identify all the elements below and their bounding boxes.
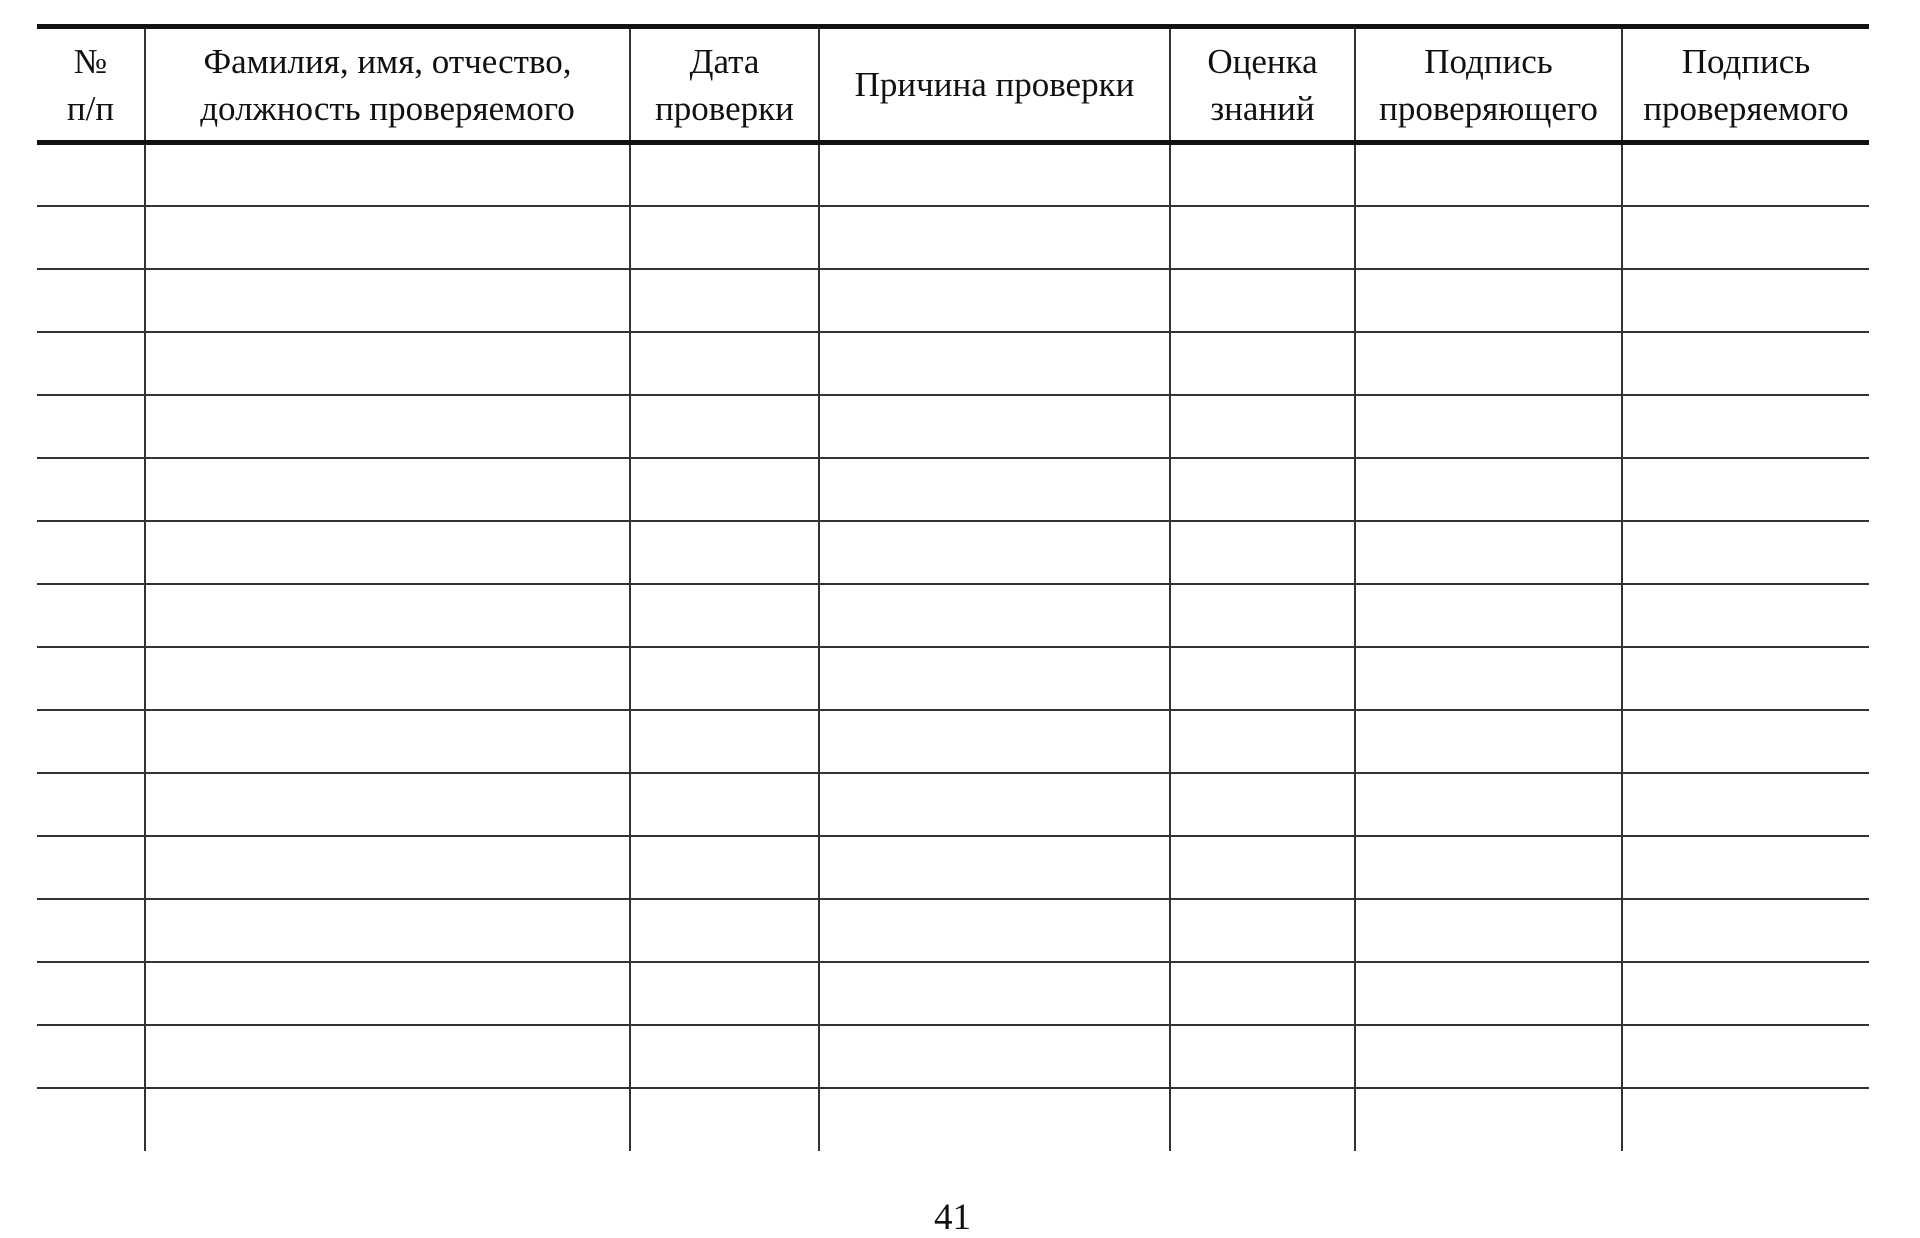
table-cell[interactable] [630, 1025, 819, 1088]
table-row [37, 206, 1869, 269]
table-cell[interactable] [37, 710, 145, 773]
table-cell[interactable] [1622, 521, 1869, 584]
table-cell[interactable] [1170, 899, 1355, 962]
column-header-examinee-signature: Подпись проверяемого [1622, 27, 1869, 143]
table-cell[interactable] [1170, 143, 1355, 206]
table-cell[interactable] [1622, 647, 1869, 710]
table-cell[interactable] [37, 521, 145, 584]
table-cell[interactable] [630, 395, 819, 458]
table-cell[interactable] [37, 269, 145, 332]
table-cell[interactable] [37, 1025, 145, 1088]
table-cell[interactable] [819, 206, 1170, 269]
table-cell[interactable] [630, 521, 819, 584]
table-cell[interactable] [1622, 143, 1869, 206]
table-cell[interactable] [630, 1088, 819, 1151]
table-cell[interactable] [819, 1025, 1170, 1088]
table-header-row [37, 27, 1869, 143]
table-cell[interactable] [1622, 332, 1869, 395]
table-cell[interactable] [1622, 584, 1869, 647]
table-cell[interactable] [37, 458, 145, 521]
table-row [37, 521, 1869, 584]
table-cell[interactable] [630, 206, 819, 269]
table-cell[interactable] [1355, 710, 1622, 773]
table-cell[interactable] [145, 710, 630, 773]
table-cell[interactable] [1170, 584, 1355, 647]
table-cell[interactable] [819, 143, 1170, 206]
table-cell[interactable] [1622, 710, 1869, 773]
table-cell[interactable] [819, 458, 1170, 521]
table-cell[interactable] [1355, 1088, 1622, 1151]
table-cell[interactable] [1622, 269, 1869, 332]
column-header-check-reason: Причина проверки [819, 27, 1170, 143]
table-cell[interactable] [1355, 773, 1622, 836]
table-cell[interactable] [145, 332, 630, 395]
table-cell[interactable] [1170, 647, 1355, 710]
table-cell[interactable] [1170, 962, 1355, 1025]
table-cell[interactable] [37, 206, 145, 269]
table-cell[interactable] [145, 899, 630, 962]
table-row [37, 710, 1869, 773]
table-cell[interactable] [1170, 395, 1355, 458]
table-cell[interactable] [1622, 836, 1869, 899]
table-cell[interactable] [1622, 1025, 1869, 1088]
column-header-check-date: Дата проверки [630, 27, 819, 143]
table-cell[interactable] [819, 521, 1170, 584]
column-header-knowledge-grade: Оценка знаний [1170, 27, 1355, 143]
table-cell[interactable] [145, 836, 630, 899]
table-row [37, 332, 1869, 395]
table-cell[interactable] [819, 710, 1170, 773]
knowledge-check-table [37, 24, 1869, 1151]
table-row [37, 836, 1869, 899]
table-cell[interactable] [630, 899, 819, 962]
table-cell[interactable] [1355, 143, 1622, 206]
table-cell[interactable] [37, 1088, 145, 1151]
table-cell[interactable] [37, 836, 145, 899]
table-cell[interactable] [630, 332, 819, 395]
table-row [37, 458, 1869, 521]
table-row [37, 773, 1869, 836]
table-row [37, 584, 1869, 647]
table-cell[interactable] [819, 332, 1170, 395]
table-cell[interactable] [145, 773, 630, 836]
table-body [37, 143, 1869, 1151]
table-row [37, 962, 1869, 1025]
table-cell[interactable] [145, 206, 630, 269]
table-cell[interactable] [145, 962, 630, 1025]
table-cell[interactable] [630, 710, 819, 773]
table-cell[interactable] [145, 395, 630, 458]
table-cell[interactable] [1622, 773, 1869, 836]
table-cell[interactable] [819, 647, 1170, 710]
table-cell[interactable] [1170, 773, 1355, 836]
table-cell[interactable] [1170, 1088, 1355, 1151]
table-cell[interactable] [819, 836, 1170, 899]
table-cell[interactable] [819, 1088, 1170, 1151]
table-cell[interactable] [145, 521, 630, 584]
table-cell[interactable] [630, 584, 819, 647]
table-cell[interactable] [1355, 521, 1622, 584]
table-cell[interactable] [1355, 899, 1622, 962]
table-cell[interactable] [819, 584, 1170, 647]
table-cell[interactable] [37, 962, 145, 1025]
table-cell[interactable] [1355, 962, 1622, 1025]
table-cell[interactable] [37, 899, 145, 962]
table-cell[interactable] [1622, 899, 1869, 962]
table-cell[interactable] [37, 332, 145, 395]
table-row [37, 143, 1869, 206]
table-cell[interactable] [37, 143, 145, 206]
table-cell[interactable] [145, 1025, 630, 1088]
table-row [37, 1025, 1869, 1088]
table-cell[interactable] [630, 962, 819, 1025]
table-cell[interactable] [145, 458, 630, 521]
table-row [37, 395, 1869, 458]
table-cell[interactable] [1170, 269, 1355, 332]
column-header-examiner-signature: Подпись проверяющего [1355, 27, 1622, 143]
table-cell[interactable] [145, 269, 630, 332]
table-cell[interactable] [1355, 269, 1622, 332]
table-cell[interactable] [1170, 458, 1355, 521]
table-cell[interactable] [1170, 836, 1355, 899]
table-cell[interactable] [145, 647, 630, 710]
table-cell[interactable] [630, 773, 819, 836]
table-cell[interactable] [145, 1088, 630, 1151]
table-cell[interactable] [1170, 710, 1355, 773]
table-row [37, 647, 1869, 710]
table-cell[interactable] [145, 584, 630, 647]
table-cell[interactable] [1170, 521, 1355, 584]
table-cell[interactable] [630, 269, 819, 332]
table-cell[interactable] [37, 773, 145, 836]
table-cell[interactable] [819, 773, 1170, 836]
table-cell[interactable] [1355, 206, 1622, 269]
table-row [37, 269, 1869, 332]
table-cell[interactable] [1622, 1088, 1869, 1151]
table-cell[interactable] [630, 143, 819, 206]
table-row [37, 899, 1869, 962]
table-cell[interactable] [145, 143, 630, 206]
column-header-full-name-position: Фамилия, имя, отчество, должность проверяемого [145, 27, 630, 143]
page-number: 41 [934, 1197, 971, 1238]
table-cell[interactable] [630, 836, 819, 899]
table-row [37, 1088, 1869, 1151]
table-cell[interactable] [1170, 206, 1355, 269]
table-cell[interactable] [1355, 584, 1622, 647]
table-cell[interactable] [1355, 395, 1622, 458]
table-cell[interactable] [1622, 962, 1869, 1025]
table-cell[interactable] [1622, 395, 1869, 458]
table-cell[interactable] [1355, 332, 1622, 395]
table-cell[interactable] [819, 962, 1170, 1025]
table-cell[interactable] [1355, 647, 1622, 710]
table-cell[interactable] [819, 395, 1170, 458]
table-cell[interactable] [1355, 458, 1622, 521]
table-cell[interactable] [819, 269, 1170, 332]
table-cell[interactable] [1622, 206, 1869, 269]
table-cell[interactable] [37, 584, 145, 647]
table-cell[interactable] [1355, 836, 1622, 899]
table-cell[interactable] [1170, 332, 1355, 395]
table-cell[interactable] [1622, 458, 1869, 521]
table-cell[interactable] [1355, 1025, 1622, 1088]
table-cell[interactable] [1170, 1025, 1355, 1088]
table-cell[interactable] [37, 647, 145, 710]
table-cell[interactable] [819, 899, 1170, 962]
table-cell[interactable] [37, 395, 145, 458]
column-header-number: № п/п [37, 27, 145, 143]
table-cell[interactable] [630, 458, 819, 521]
table-cell[interactable] [630, 647, 819, 710]
